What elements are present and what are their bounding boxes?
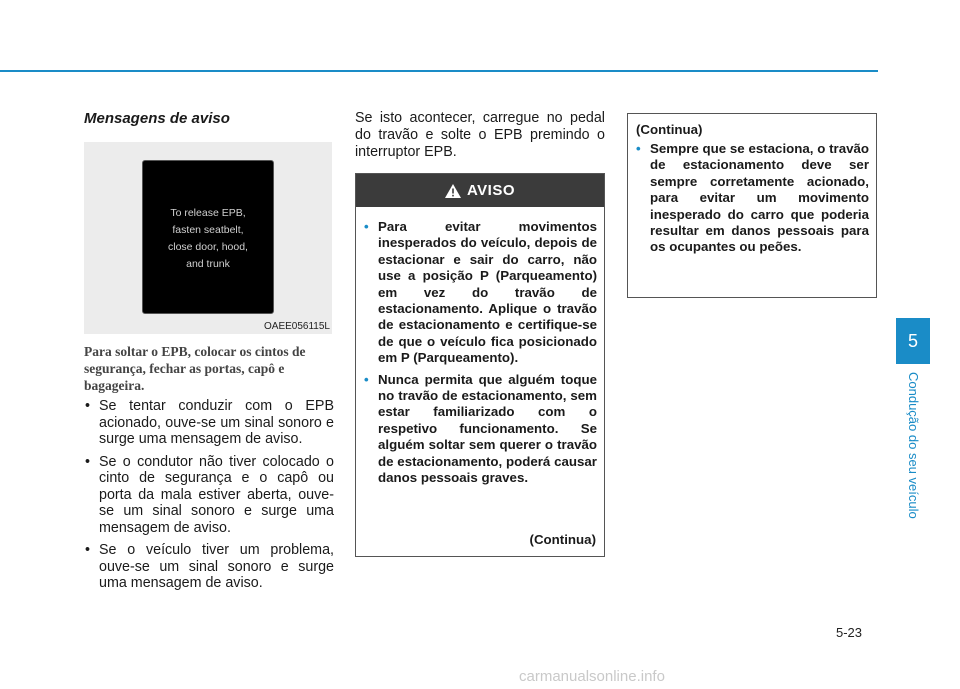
warning-conditions-list (84, 398, 334, 598)
continued-warning-box (627, 113, 877, 298)
list-item: • Para evitar movimentos inesperados do veículo, depois de estacionar e sair do carro, não use a posição P (Parqueamento) em vez do travão de estacionamento. Aplique o travão de estacionamento e certifique-se de que o veículo fica posicionado em P (Parqueamento). (364, 219, 597, 367)
screen-line: and trunk (186, 258, 230, 270)
warning-list (364, 219, 597, 492)
section-heading: Mensagens de aviso (84, 110, 230, 127)
list-item: • Sempre que se estaciona, o travão de estacionamento deve ser sempre corretamente acionado, para evitar um movimento inesperado do carro que poderia resultar em danos pessoais para os ocupantes ou peões. (636, 141, 869, 256)
screen-line: close door, hood, (168, 241, 248, 253)
warning-list (636, 141, 869, 256)
release-instruction: Se isto acontecer, carregue no pedal do travão e solte o EPB premindo o interruptor EPB. (355, 110, 605, 160)
screen-line: To release EPB, (170, 207, 246, 219)
warning-triangle-icon (445, 184, 461, 198)
figure-code: OAEE056115L (264, 321, 330, 332)
screen-line: fasten seatbelt, (172, 224, 244, 236)
warning-header (356, 174, 604, 207)
list-item: • Se o condutor não tiver colocado o cinto de segurança e o capô ou porta da mala estiver aberta, ouve-se um sinal sonoro e surge uma mensagem de aviso. (84, 454, 334, 537)
warning-title: AVISO (466, 182, 516, 199)
continued-label: (Continua) (529, 532, 596, 547)
list-item: • Nunca permita que alguém toque no travão de estacionamento, sem estar familiarizado com o respetivo funcionamento. Se alguém soltar sem querer o travão de estacionamento, poderá causar danos pessoais graves. (364, 372, 597, 487)
watermark: carmanualsonline.info (519, 668, 665, 685)
cluster-display-screen (142, 160, 274, 314)
list-item: • Se tentar conduzir com o EPB acionado, ouve-se um sinal sonoro e surge uma mensagem de aviso. (84, 398, 334, 448)
page-number: 5-23 (836, 625, 863, 640)
continued-label: (Continua) (636, 122, 703, 137)
chapter-number-tab: 5 (896, 318, 930, 364)
cluster-display-figure (84, 142, 332, 334)
chapter-title: Condução do seu veículo (906, 372, 921, 519)
figure-caption: Para soltar o EPB, colocar os cintos de segurança, fechar as portas, capô e bagageira. (84, 344, 306, 393)
list-item: • Se o veículo tiver um problema, ouve-se um sinal sonoro e surge uma mensagem de aviso. (84, 542, 334, 592)
warning-box (355, 173, 605, 557)
header-rule (0, 70, 878, 72)
